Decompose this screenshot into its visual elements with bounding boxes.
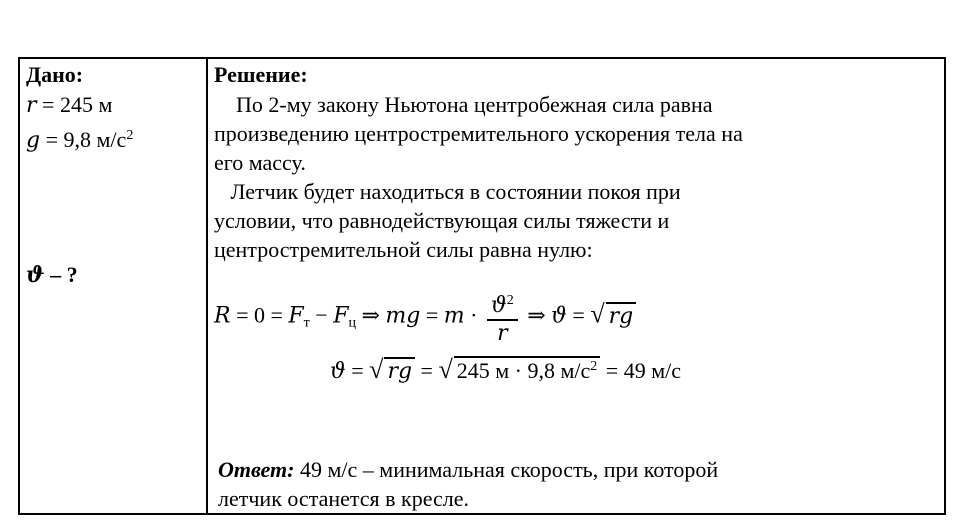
- column-divider: [206, 57, 208, 515]
- para1-line2: произведению центростремительного ускорения тела на: [214, 121, 743, 146]
- answer-text-1: 49 м/с – минимальная скорость, при которой: [294, 457, 719, 482]
- equation-1: $R = 0 = F_т - F_ц$ ⇒ mg = m · $\frac{ϑ^2}{r}$ ⇒ ϑ = √ rg: [214, 288, 636, 347]
- given-column: [26, 60, 204, 156]
- answer-text-2: летчик останется в кресле.: [218, 486, 470, 511]
- para2-line1: Летчик будет находиться в состоянии покоя при: [230, 179, 681, 204]
- given-line-r: r = 245 м: [26, 92, 113, 118]
- find-unknown: ϑ – ?: [26, 262, 78, 288]
- given-header: Дано:: [26, 62, 84, 87]
- para2-line2: условии, что равнодействующая силы тяжести и: [214, 208, 670, 233]
- fraction: $\frac{ϑ^2}{r}$: [487, 288, 518, 347]
- equation-2: ϑ = √ rg = √ 245 м · 9,8 $м/с^2 = 49$ м/с: [330, 355, 682, 384]
- para1-line1: По 2-му закону Ньютона центробежная сила равна: [236, 92, 713, 117]
- answer-block: [218, 455, 918, 513]
- solution-header: Решение:: [214, 62, 308, 87]
- para1-line3: его массу.: [214, 150, 306, 175]
- answer-label: Ответ:: [218, 457, 295, 482]
- given-line-g: g = 9,8 $м/с^2$: [26, 127, 134, 153]
- para2-line3: центростремительной силы равна нулю:: [214, 237, 593, 262]
- solution-column: [214, 60, 938, 264]
